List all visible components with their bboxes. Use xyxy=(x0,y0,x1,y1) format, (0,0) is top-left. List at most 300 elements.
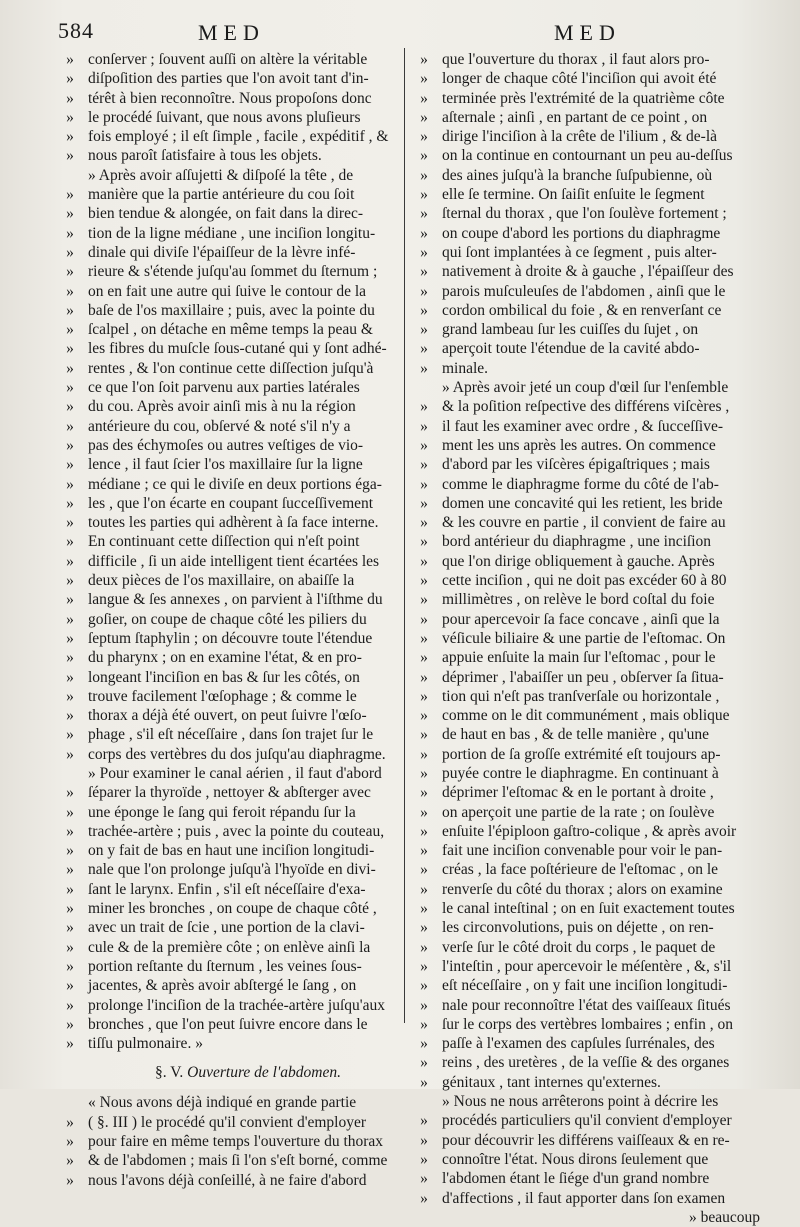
line-text: ce que l'on ſoit parvenu aux parties latérales xyxy=(88,379,360,397)
quote-mark: » xyxy=(66,745,74,763)
line-text: pour apercevoir ſa face concave , ainſi que la xyxy=(442,610,720,628)
text-line xyxy=(58,629,408,648)
line-text: & les couvre en partie , il convient de faire au xyxy=(442,514,726,532)
line-text: médiane ; ce qui le diviſe en deux portions éga- xyxy=(88,475,382,493)
quote-mark: » xyxy=(420,803,428,821)
line-text: rentes , & l'on continue cette diſſection juſqu'à xyxy=(88,359,374,377)
quote-mark: » xyxy=(66,726,74,744)
text-line xyxy=(58,475,408,494)
quote-mark: » xyxy=(420,340,428,358)
catchword: » beaucoup xyxy=(688,1208,760,1226)
line-text: prolonge l'inciſion de la trachée-artère juſqu'aux xyxy=(88,996,385,1014)
text-line xyxy=(412,899,768,918)
page-header xyxy=(0,8,800,44)
text-line xyxy=(58,127,408,146)
line-text: ( §. III ) le procédé qu'il convient d'employer xyxy=(88,1113,367,1131)
text-line xyxy=(58,339,408,358)
line-text: cule & de la première côte ; on enlève ainſi la xyxy=(88,938,371,956)
line-text: millimètres , on relève le bord coſtal du foie xyxy=(442,591,715,609)
left-text-block-2 xyxy=(58,1093,408,1189)
line-text: pour découvrir les différens vaiſſeaux & en re- xyxy=(442,1131,730,1149)
text-line xyxy=(412,668,768,687)
text-line xyxy=(58,108,408,127)
text-line xyxy=(412,552,768,571)
quote-mark: » xyxy=(420,919,428,937)
quote-mark: » xyxy=(420,707,428,725)
text-line xyxy=(412,378,768,397)
text-line xyxy=(412,783,768,802)
text-line xyxy=(58,532,408,551)
quote-mark: » xyxy=(66,707,74,725)
text-line xyxy=(58,571,408,590)
line-text: verſe ſur le côté droit du corps , le paquet de xyxy=(442,938,716,956)
quote-mark: » xyxy=(420,456,428,474)
quote-mark: » xyxy=(420,784,428,802)
quote-mark: » xyxy=(66,996,74,1014)
line-text: eſt néceſſaire , on y fait une inciſion longitudi- xyxy=(442,977,728,995)
line-text: phage , s'il eſt néceſſaire , dans ſon trajet ſur le xyxy=(88,726,374,744)
quote-mark: » xyxy=(420,1073,428,1091)
text-line xyxy=(58,166,408,185)
text-line xyxy=(412,841,768,860)
text-line xyxy=(412,648,768,667)
text-line xyxy=(412,513,768,532)
quote-mark: » xyxy=(66,552,74,570)
line-text: jacentes, & après avoir abſtergé le ſang , on xyxy=(88,977,357,995)
text-line xyxy=(58,687,408,706)
running-head-left: MED xyxy=(198,20,265,45)
quote-mark: » xyxy=(66,784,74,802)
text-line xyxy=(412,590,768,609)
quote-mark: » xyxy=(66,591,74,609)
line-text: de haut en bas , & de telle manière , qu'une xyxy=(442,726,710,744)
text-line xyxy=(58,803,408,822)
quote-mark: » xyxy=(420,436,428,454)
line-text: langue & ſes annexes , on parvient à l'iſthme du xyxy=(88,591,383,609)
line-text: diſpoſition des parties que l'on avoit tant d'in- xyxy=(88,70,369,88)
line-text: tion de la ligne médiane , une inciſion longitu- xyxy=(88,224,376,242)
quote-mark: » xyxy=(66,494,74,512)
quote-mark: » xyxy=(66,687,74,705)
text-line xyxy=(58,648,408,667)
text-line xyxy=(58,1113,408,1132)
quote-mark: » xyxy=(66,1171,74,1189)
quote-mark: » xyxy=(66,282,74,300)
quote-mark: » xyxy=(66,243,74,261)
quote-mark: » xyxy=(66,629,74,647)
text-line xyxy=(58,1034,408,1053)
text-line xyxy=(412,822,768,841)
quote-mark: » xyxy=(66,475,74,493)
text-line xyxy=(412,301,768,320)
text-line xyxy=(412,146,768,165)
text-line xyxy=(412,436,768,455)
quote-mark: » xyxy=(66,1133,74,1151)
line-text: » Après avoir aſſujetti & diſpoſé la tête , de xyxy=(88,166,354,184)
line-text: En continuant cette diſſection qui n'eſt point xyxy=(88,533,360,551)
line-text: on en fait une autre qui ſuive le contour de la xyxy=(88,282,367,300)
quote-mark: » xyxy=(420,726,428,744)
quote-mark: » xyxy=(66,417,74,435)
quote-mark: » xyxy=(420,128,428,146)
quote-mark: » xyxy=(66,610,74,628)
text-line xyxy=(412,204,768,223)
quote-mark: » xyxy=(66,822,74,840)
text-line xyxy=(412,243,768,262)
line-text: » Après avoir jeté un coup d'œil ſur l'enſemble xyxy=(442,379,729,397)
line-text: du cou. Après avoir ainſi mis à nu la région xyxy=(88,398,356,416)
text-line xyxy=(58,899,408,918)
text-line xyxy=(412,957,768,976)
line-text: puyée contre le diaphragme. En continuant à xyxy=(442,764,719,782)
quote-mark: » xyxy=(420,70,428,88)
quote-mark: » xyxy=(66,803,74,821)
line-text: minale. xyxy=(442,359,489,377)
line-text: que l'ouverture du thorax , il faut alors pro- xyxy=(442,51,710,68)
line-text: aperçoit toute l'étendue de la cavité abdo- xyxy=(442,340,700,358)
line-text: tiſſu pulmonaire. » xyxy=(88,1035,203,1053)
quote-mark: » xyxy=(420,417,428,435)
line-text: l'abdomen étant le ſiége d'un grand nombre xyxy=(442,1170,710,1188)
line-text: rieure & s'étende juſqu'au ſommet du ſternum ; xyxy=(88,263,378,281)
text-line xyxy=(412,1034,768,1053)
quote-mark: » xyxy=(66,861,74,879)
text-line xyxy=(412,938,768,957)
line-text: « Nous avons déjà indiqué en grande partie xyxy=(88,1094,357,1112)
quote-mark: » xyxy=(66,398,74,416)
quote-mark: » xyxy=(66,51,74,68)
line-text: les circonvolutions, puis on déjette , on ren- xyxy=(442,919,714,937)
text-line xyxy=(412,1150,768,1169)
line-text: le canal inteſtinal ; on en ſuit exactement toutes xyxy=(442,900,735,918)
line-text: il faut les examiner avec ordre , & ſucceſſive- xyxy=(442,417,724,435)
line-text: portion reſtante du ſternum , les veines ſous- xyxy=(88,957,362,975)
line-text: ment les uns après les autres. On commence xyxy=(442,436,716,454)
quote-mark: » xyxy=(420,1112,428,1130)
line-text: » Nous ne nous arrêterons point à décrire les xyxy=(442,1093,719,1111)
text-line xyxy=(412,918,768,937)
text-line xyxy=(412,1131,768,1150)
quote-mark: » xyxy=(420,938,428,956)
quote-mark: » xyxy=(420,1131,428,1149)
quote-mark: » xyxy=(420,764,428,782)
line-text: miner les bronches , on coupe de chaque côté , xyxy=(88,900,377,918)
text-line xyxy=(58,185,408,204)
text-line xyxy=(58,359,408,378)
text-line xyxy=(412,1092,768,1111)
text-line xyxy=(58,706,408,725)
quote-mark: » xyxy=(66,1035,74,1053)
line-text: fait une inciſion convenable pour voir le pan- xyxy=(442,842,723,860)
quote-mark: » xyxy=(420,224,428,242)
text-line xyxy=(58,262,408,281)
text-line xyxy=(58,1132,408,1151)
line-text: manière que la partie antérieure du cou ſoit xyxy=(88,186,355,204)
line-text: longeant l'inciſion en bas & ſur les côtés, on xyxy=(88,668,360,686)
quote-mark: » xyxy=(420,1170,428,1188)
text-line xyxy=(58,397,408,416)
quote-mark: » xyxy=(66,572,74,590)
text-line xyxy=(58,378,408,397)
line-text: parois muſculeuſes de l'abdomen , ainſi que le xyxy=(442,282,726,300)
line-text: trouve facilement l'œſophage ; & comme le xyxy=(88,687,357,705)
text-line xyxy=(58,725,408,744)
line-text: déprimer , l'abaiſſer un peu , obſerver ſa ſitua- xyxy=(442,668,724,686)
line-text: lence , il faut ſcier l'os maxillaire ſur la ligne xyxy=(88,456,363,474)
text-line xyxy=(58,436,408,455)
line-text: & de l'abdomen ; mais ſi l'on s'eſt borné, comme xyxy=(88,1152,388,1170)
text-line xyxy=(58,841,408,860)
line-text: enſuite l'épiploon gaſtro-colique , & après avoir xyxy=(442,822,737,840)
right-text-block xyxy=(412,50,768,1208)
text-line xyxy=(412,397,768,416)
text-line xyxy=(412,629,768,648)
text-line xyxy=(58,880,408,899)
text-line xyxy=(412,89,768,108)
text-line xyxy=(58,552,408,571)
line-text: aſternale ; ainſi , en partant de ce point , on xyxy=(442,108,708,126)
text-line xyxy=(412,320,768,339)
line-text: baſe de l'os maxillaire ; puis, avec la pointe du xyxy=(88,301,375,319)
quote-mark: » xyxy=(420,494,428,512)
quote-mark: » xyxy=(420,89,428,107)
text-line xyxy=(58,1093,408,1112)
text-line xyxy=(58,938,408,957)
line-text: goſier, on coupe de chaque côté les piliers du xyxy=(88,610,367,628)
quote-mark: » xyxy=(66,340,74,358)
quote-mark: » xyxy=(420,108,428,126)
section-title: Ouverture de l'abdomen. xyxy=(187,1064,341,1082)
text-line xyxy=(58,1171,408,1190)
text-line xyxy=(58,976,408,995)
line-text: thorax a déjà été ouvert, on peut ſuivre l'œſo- xyxy=(88,707,367,725)
quote-mark: » xyxy=(420,1054,428,1072)
text-line xyxy=(412,494,768,513)
quote-mark: » xyxy=(420,166,428,184)
text-line xyxy=(412,127,768,146)
line-text: paſſe à l'examen des capſules ſurrénales, des xyxy=(442,1035,715,1053)
text-line xyxy=(58,455,408,474)
line-text: conſerver ; ſouvent auſſi on altère la véritable xyxy=(88,51,368,68)
quote-mark: » xyxy=(66,919,74,937)
line-text: on la continue en contournant un peu au-deſſus xyxy=(442,147,733,165)
quote-mark: » xyxy=(66,514,74,532)
quote-mark: » xyxy=(66,1113,74,1131)
line-text: ſur le corps des vertèbres lombaires ; enfin , on xyxy=(442,1015,733,1033)
quote-mark: » xyxy=(420,572,428,590)
text-line xyxy=(412,996,768,1015)
line-text: bord antérieur du diaphragme , une inciſion xyxy=(442,533,712,551)
line-text: on aperçoit une partie de la rate ; on ſoulève xyxy=(442,803,715,821)
text-line xyxy=(412,359,768,378)
quote-mark: » xyxy=(66,186,74,204)
section-number: §. V. xyxy=(155,1064,184,1082)
line-text: ſeptum ſtaphylin ; on découvre toute l'étendue xyxy=(88,629,373,647)
text-line xyxy=(412,976,768,995)
line-text: fois employé ; il eſt ſimple , facile , expéditif , & xyxy=(88,128,389,146)
text-line xyxy=(412,1015,768,1034)
line-text: les fibres du muſcle ſous-cutané qui y ſont adhé- xyxy=(88,340,387,358)
line-text: reins , des uretères , de la veſſie & des organes xyxy=(442,1054,730,1072)
quote-mark: » xyxy=(420,880,428,898)
text-line xyxy=(412,706,768,725)
line-text: difficile , ſi un aide intelligent tient écartées les xyxy=(88,552,380,570)
quote-mark: » xyxy=(66,147,74,165)
line-text: térêt à bien reconnoître. Nous propoſons donc xyxy=(88,89,372,107)
quote-mark: » xyxy=(66,1152,74,1170)
quote-mark: » xyxy=(66,842,74,860)
text-line xyxy=(412,50,768,69)
line-text: & la poſition reſpective des différens viſcères , xyxy=(442,398,730,416)
line-text: dirige l'inciſion à la crête de l'ilium , & de-là xyxy=(442,128,718,146)
line-text: domen une concavité qui les retient, les bride xyxy=(442,494,723,512)
line-text: avec un trait de ſcie , une portion de la clavi- xyxy=(88,919,365,937)
text-line xyxy=(58,918,408,937)
line-text: procédés particuliers qu'il convient d'employer xyxy=(442,1112,732,1130)
quote-mark: » xyxy=(420,1189,428,1207)
right-column xyxy=(412,50,768,1227)
quote-mark: » xyxy=(66,224,74,242)
quote-mark: » xyxy=(420,957,428,975)
quote-mark: » xyxy=(66,668,74,686)
quote-mark: » xyxy=(66,938,74,956)
quote-mark: » xyxy=(420,745,428,763)
line-text: trachée-artère ; puis , avec la pointe du couteau, xyxy=(88,822,385,840)
line-text: ſcalpel , on détache en même temps la peau & xyxy=(88,321,373,339)
text-line xyxy=(412,455,768,474)
section-heading xyxy=(58,1053,408,1093)
quote-mark: » xyxy=(420,649,428,667)
text-line xyxy=(58,513,408,532)
quote-mark: » xyxy=(420,359,428,377)
quote-mark: » xyxy=(420,996,428,1014)
line-text: véſicule biliaire & une partie de l'eſtomac. On xyxy=(442,629,726,647)
quote-mark: » xyxy=(420,629,428,647)
running-head-right: MED xyxy=(554,20,621,45)
text-line xyxy=(58,860,408,879)
line-text: nale pour reconnoître l'état des vaiſſeaux ſitués xyxy=(442,996,731,1014)
quote-mark: » xyxy=(420,552,428,570)
line-text: une éponge le ſang qui feroit répandu ſur la xyxy=(88,803,356,821)
text-line xyxy=(58,146,408,165)
line-text: qui ſont implantées à ce ſegment , puis alter- xyxy=(442,243,717,261)
line-text: nativement à droite & à gauche , l'épaiſſeur des xyxy=(442,263,734,281)
quote-mark: » xyxy=(66,263,74,281)
quote-mark: » xyxy=(420,243,428,261)
text-line xyxy=(412,1073,768,1092)
text-line xyxy=(58,996,408,1015)
quote-mark: » xyxy=(66,456,74,474)
text-line xyxy=(412,880,768,899)
line-text: ſéparer la thyroïde , nettoyer & abſterger avec xyxy=(88,784,371,802)
quote-mark: » xyxy=(66,108,74,126)
line-text: corps des vertèbres du dos juſqu'au diaphragme. xyxy=(88,745,386,763)
line-text: tion qui n'eſt pas tranſverſale ou horizontale , xyxy=(442,687,720,705)
text-line xyxy=(58,50,408,69)
text-line xyxy=(412,475,768,494)
text-line xyxy=(58,204,408,223)
line-text: elle ſe termine. On ſaiſit enſuite le ſegment xyxy=(442,186,705,204)
line-text: » Pour examiner le canal aérien , il faut d'abord xyxy=(88,764,382,782)
quote-mark: » xyxy=(420,514,428,532)
text-line xyxy=(58,224,408,243)
text-line xyxy=(58,590,408,609)
line-text: génitaux , tant internes qu'externes. xyxy=(442,1073,661,1091)
quote-mark: » xyxy=(66,1015,74,1033)
text-line xyxy=(412,725,768,744)
line-text: que l'on dirige obliquement à gauche. Après xyxy=(442,552,715,570)
quote-mark: » xyxy=(66,128,74,146)
text-line xyxy=(412,687,768,706)
text-line xyxy=(58,957,408,976)
text-line xyxy=(412,108,768,127)
text-line xyxy=(412,1169,768,1188)
quote-mark: » xyxy=(420,263,428,281)
line-text: terminée près l'extrémité de la quatrième côte xyxy=(442,89,725,107)
line-text: toutes les parties qui adhèrent à ſa face interne. xyxy=(88,514,379,532)
text-line xyxy=(58,417,408,436)
page-number: 584 xyxy=(58,18,94,43)
left-text-block-1 xyxy=(58,50,408,1053)
line-text: d'abord par les viſcères épigaſtriques ; mais xyxy=(442,456,710,474)
quote-mark: » xyxy=(420,475,428,493)
line-text: bronches , que l'on peut ſuivre encore dans le xyxy=(88,1015,368,1033)
text-line xyxy=(58,69,408,88)
line-text: connoître l'état. Nous dirons ſeulement que xyxy=(442,1150,709,1168)
text-line xyxy=(58,822,408,841)
line-text: grand lambeau ſur les cuiſſes du ſujet , on xyxy=(442,321,699,339)
line-text: les , que l'on écarte en coupant ſucceſſivement xyxy=(88,494,374,512)
line-text: nale que l'on prolonge juſqu'à l'hyoïde en divi- xyxy=(88,861,376,879)
quote-mark: » xyxy=(66,880,74,898)
text-line xyxy=(58,610,408,629)
line-text: comme on le dit communément , mais oblique xyxy=(442,707,730,725)
quote-mark: » xyxy=(66,957,74,975)
text-line xyxy=(58,745,408,764)
line-text: nous paroît ſatisfaire à tous les objets. xyxy=(88,147,322,165)
text-line xyxy=(412,166,768,185)
line-text: du pharynx ; on en examine l'état, & en pro- xyxy=(88,649,362,667)
line-text: bien tendue & alongée, on fait dans la direc- xyxy=(88,205,364,223)
text-line xyxy=(412,571,768,590)
line-text: ſternal du thorax , que l'on ſoulève fortement ; xyxy=(442,205,727,223)
line-text: créas , la face poſtérieure de l'eſtomac , on le xyxy=(442,861,719,879)
quote-mark: » xyxy=(420,1150,428,1168)
line-text: l'inteſtin , pour apercevoir le méſentère , &, s'il xyxy=(442,957,732,975)
text-line xyxy=(412,417,768,436)
text-line xyxy=(58,764,408,783)
text-line xyxy=(412,803,768,822)
line-text: cette inciſion , qui ne doit pas excéder 60 à 80 xyxy=(442,572,727,590)
text-line xyxy=(412,224,768,243)
quote-mark: » xyxy=(66,70,74,88)
line-text: pas des échymoſes ou autres veſtiges de vio- xyxy=(88,436,364,454)
quote-mark: » xyxy=(420,1015,428,1033)
quote-mark: » xyxy=(420,533,428,551)
line-text: d'affections , il faut apporter dans ſon examen xyxy=(442,1189,726,1207)
quote-mark: » xyxy=(420,51,428,68)
line-text: appuie enſuite la main ſur l'eſtomac , pour le xyxy=(442,649,716,667)
quote-mark: » xyxy=(420,900,428,918)
quote-mark: » xyxy=(420,321,428,339)
quote-mark: » xyxy=(420,591,428,609)
quote-mark: » xyxy=(420,186,428,204)
quote-mark: » xyxy=(420,687,428,705)
line-text: renverſe du côté du thorax ; alors on examine xyxy=(442,880,723,898)
text-line xyxy=(412,1111,768,1130)
quote-mark: » xyxy=(420,668,428,686)
quote-mark: » xyxy=(420,977,428,995)
